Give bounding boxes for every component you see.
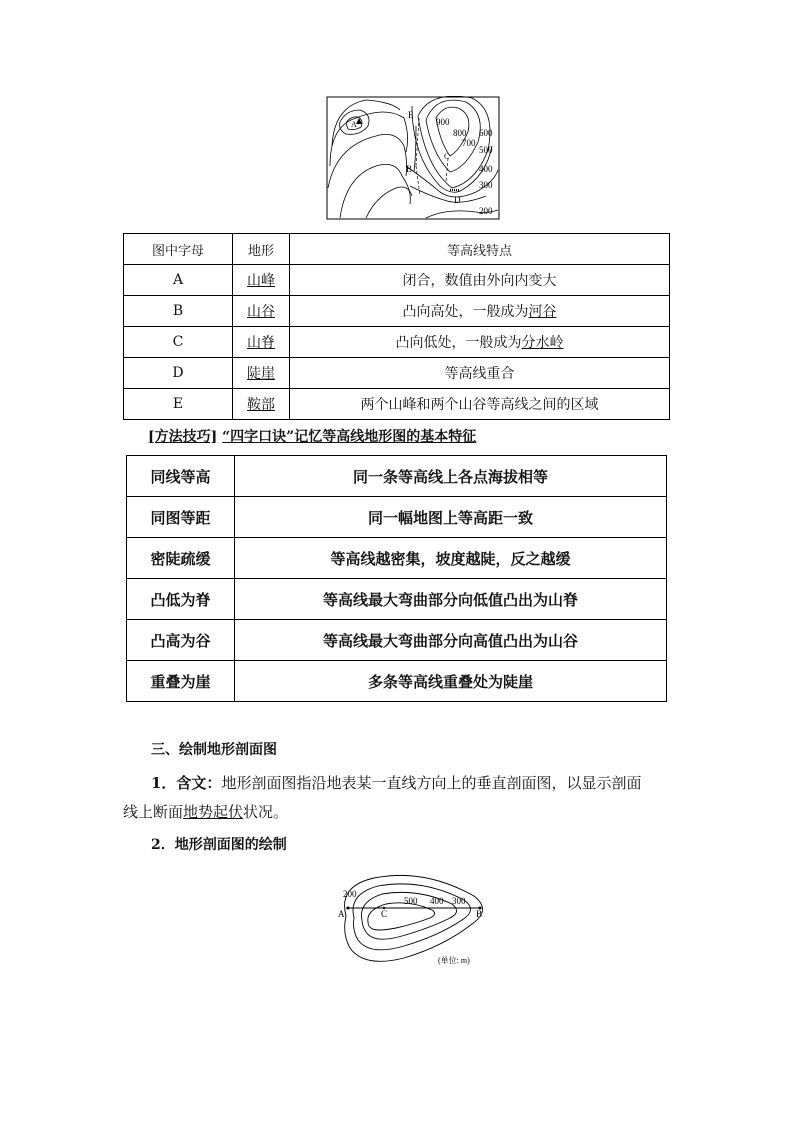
row-terrain: 山脊 [247,335,275,351]
profile-point-b: B [476,909,483,919]
contour-label-900: 900 [436,117,450,127]
profile-contour-figure [334,866,494,970]
table-row [127,456,667,497]
profile-point-a: A [338,909,345,919]
row-letter: B [124,296,233,327]
row-feature: 凸向低处，一般成为分水岭 [290,327,670,358]
table-row [127,620,667,661]
row-letter: D [124,358,233,389]
mnemonic-key: 密陡疏缓 [127,538,235,579]
contour-label-400: 400 [479,164,493,174]
contour-label-600: 600 [479,128,493,138]
mnemonic-key: 同线等高 [127,456,235,497]
profile-label-200: 200 [343,889,357,899]
row-feature: 凸向高处，一般成为河谷 [290,296,670,327]
point-label-e: E [408,110,414,120]
item2-heading: 2．地形剖面图的绘制 [151,837,287,853]
row-terrain: 山谷 [247,304,275,320]
item1-line1: 1．含文：地形剖面图指沿地表某一直线方向上的垂直剖面图，以显示剖面 [151,774,642,792]
item1-line2: 线上断面地势起伏状况。 [123,803,289,821]
table-row [124,265,670,296]
row-feature: 闭合，数值由外向内变大 [290,265,670,296]
mnemonic-value: 同一幅地图上等高距一致 [235,497,667,538]
header-letter: 图中字母 [124,234,233,265]
mnemonic-value: 等高线最大弯曲部分向低值凸出为山脊 [235,579,667,620]
mnemonic-table [126,455,667,702]
table-row [124,296,670,327]
mnemonic-key: 同图等距 [127,497,235,538]
mnemonic-key: 凸低为脊 [127,579,235,620]
header-feature: 等高线特点 [290,234,670,265]
profile-point-c: C [381,909,388,919]
row-terrain: 鞍部 [247,397,275,413]
point-label-d: D [454,195,461,205]
mnemonic-value: 等高线越密集，坡度越陡，反之越缓 [235,538,667,579]
tip-prefix: [方法技巧] [148,429,218,445]
mnemonic-value: 多条等高线重叠处为陡崖 [235,661,667,702]
tip-title: “四字口诀”记忆等高线地形图的基本特征 [222,429,477,445]
mnemonic-key: 重叠为崖 [127,661,235,702]
row-letter: E [124,389,233,420]
point-label-b: B [406,164,413,174]
row-letter: A [124,265,233,296]
table-row [127,579,667,620]
mnemonic-value: 同一条等高线上各点海拔相等 [235,456,667,497]
table-row [127,538,667,579]
row-letter: C [124,327,233,358]
method-tip-heading [148,426,476,446]
contour-label-800: 800 [453,128,467,138]
contour-map-figure [326,96,500,220]
table-row [124,327,670,358]
mnemonic-key: 凸高为谷 [127,620,235,661]
table-header-row [124,234,670,265]
section-heading: 三、绘制地形剖面图 [151,742,277,758]
contour-label-500: 500 [479,145,493,155]
point-label-c: C [444,152,450,161]
row-feature: 两个山峰和两个山谷等高线之间的区域 [290,389,670,420]
row-terrain: 陡崖 [247,366,275,382]
contour-label-300: 300 [479,180,493,190]
row-feature: 等高线重合 [290,358,670,389]
table-row [124,389,670,420]
header-terrain: 地形 [233,234,290,265]
profile-label-500: 500 [404,896,418,906]
mnemonic-value: 等高线最大弯曲部分向高值凸出为山谷 [235,620,667,661]
row-terrain: 山峰 [247,273,275,289]
terrain-table [123,233,670,420]
table-row [127,497,667,538]
unit-label: (单位: m) [438,956,470,965]
point-label-a: A [351,120,357,129]
table-row [124,358,670,389]
profile-label-400: 400 [430,896,444,906]
profile-label-300: 300 [452,896,466,906]
contour-label-700: 700 [462,138,476,148]
contour-label-200: 200 [479,206,493,216]
table-row [127,661,667,702]
